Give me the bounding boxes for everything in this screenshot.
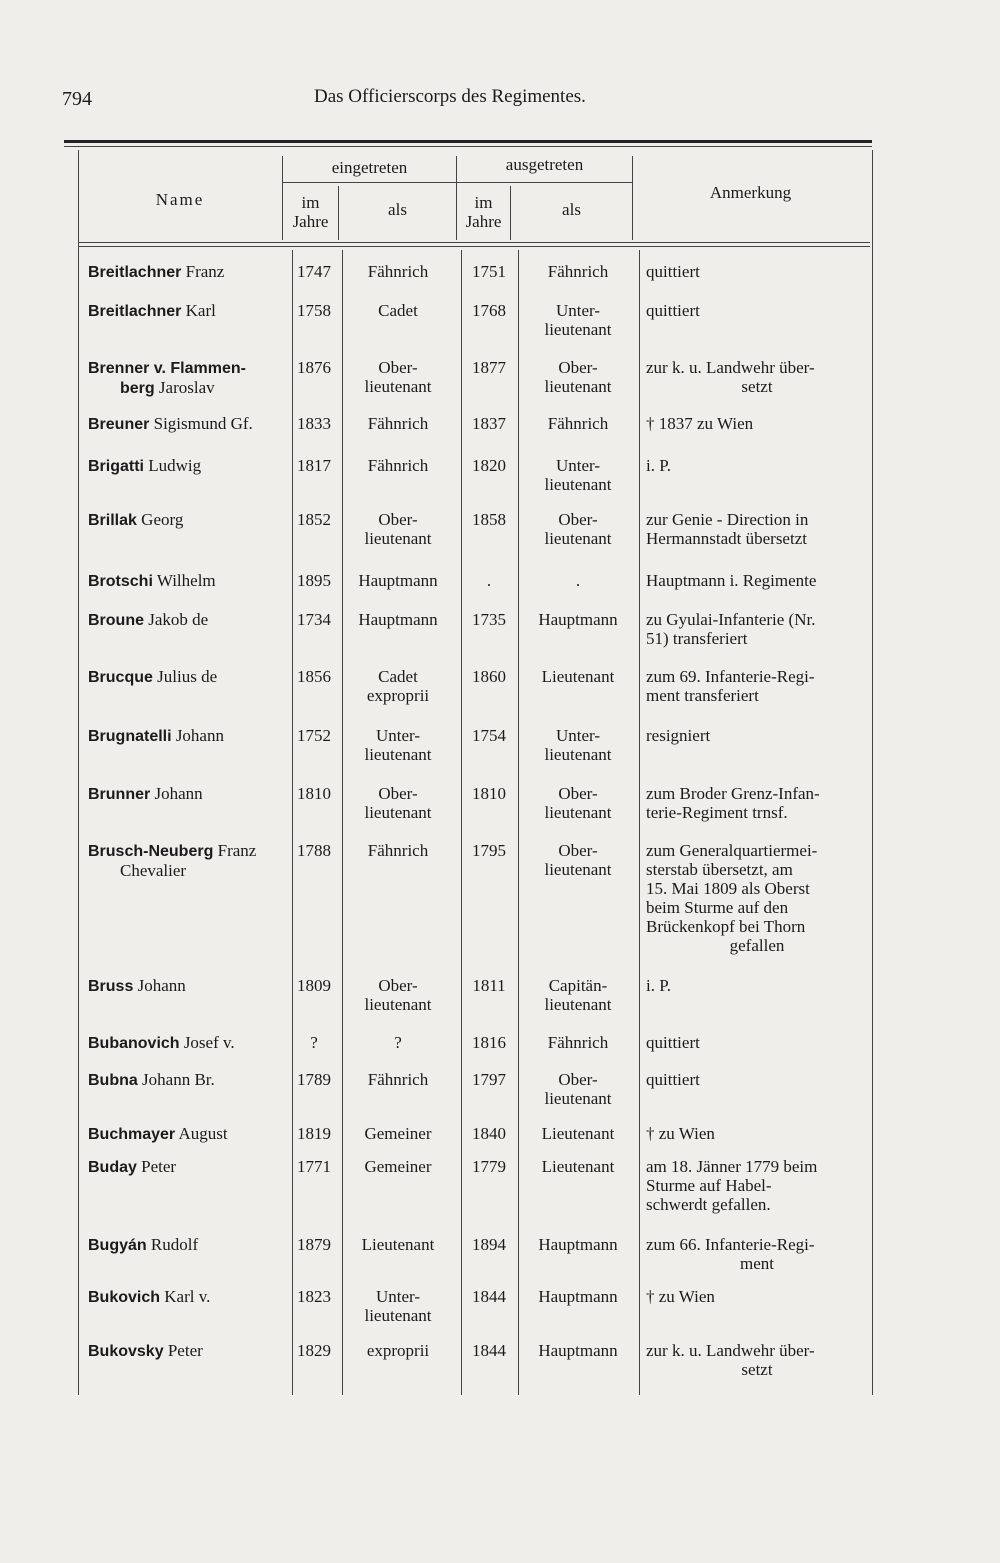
remark-line: zur Genie - Direction in: [646, 510, 809, 529]
officer-name: [88, 1235, 293, 1255]
entry-rank-line: Gemeiner: [364, 1124, 432, 1143]
exit-year: 1816: [472, 1033, 506, 1052]
remark-line: quittiert: [646, 1033, 700, 1052]
entry-rank-line: Ober-: [378, 976, 418, 995]
page-number: 794: [62, 88, 92, 110]
entry-rank-line: Fähnrich: [367, 456, 429, 475]
entry-rank-line: lieutenant: [364, 529, 432, 548]
column-line: [639, 250, 640, 1395]
exit-year: 1779: [472, 1157, 506, 1176]
exit-rank: [520, 1341, 636, 1360]
entry-year: 1852: [297, 510, 331, 529]
remark-line: zur k. u. Landwehr über-: [646, 1341, 815, 1360]
entry-rank-line: lieutenant: [364, 745, 432, 764]
remark-line: i. P.: [646, 976, 672, 995]
name-line: [88, 378, 293, 398]
header-entry-rank: als: [388, 200, 407, 219]
officer-name: [88, 1070, 293, 1090]
exit-rank-line: lieutenant: [544, 803, 612, 822]
given-name: Jakob de: [144, 610, 209, 629]
header-bottom-rule: [78, 246, 870, 247]
remark-line: gefallen: [729, 936, 785, 955]
entry-rank: [342, 1070, 454, 1089]
officer-name: [88, 976, 293, 996]
entry-rank-line: Ober-: [378, 358, 418, 377]
officer-name: [88, 784, 293, 804]
remark-line: quittiert: [646, 262, 700, 281]
entry-rank-line: lieutenant: [364, 1306, 432, 1325]
surname: Brugnatelli: [88, 728, 172, 745]
remark-line: † zu Wien: [646, 1287, 715, 1306]
entry-year: ?: [310, 1033, 318, 1052]
remark-line: setzt: [741, 1360, 773, 1379]
officer-name: [88, 667, 293, 687]
entry-rank: [342, 571, 454, 590]
header-exit-rank: als: [562, 200, 581, 219]
remark-line: sterstab übersetzt, am: [646, 860, 793, 879]
exit-rank: [520, 571, 636, 590]
officer-name: [88, 1341, 293, 1361]
entry-rank-line: Cadet: [378, 301, 418, 320]
exit-rank-line: Fähnrich: [547, 414, 609, 433]
exit-rank: [520, 1033, 636, 1052]
name-line: [88, 414, 293, 434]
exit-year: 1894: [472, 1235, 506, 1254]
column-line: [872, 150, 873, 1395]
entry-rank: [342, 262, 454, 281]
given-name: Ludwig: [144, 456, 202, 475]
surname: Brusch-Neuberg: [88, 843, 214, 860]
entry-rank-line: Unter-: [375, 1287, 421, 1306]
exit-rank-line: lieutenant: [544, 475, 612, 494]
remark-line: 51) transferiert: [646, 629, 748, 648]
remark: [646, 1341, 868, 1379]
entry-rank-line: Hauptmann: [358, 610, 438, 629]
entry-rank: [342, 667, 454, 705]
exit-year: 1735: [472, 610, 506, 629]
entry-rank-line: lieutenant: [364, 803, 432, 822]
remark-line: schwerdt gefallen.: [646, 1195, 771, 1214]
officer-name: [88, 301, 293, 321]
exit-rank: [520, 1287, 636, 1306]
entry-year: 1876: [297, 358, 331, 377]
entry-rank: [342, 414, 454, 433]
officer-name: [88, 414, 293, 434]
entry-rank-line: Lieutenant: [361, 1235, 435, 1254]
remark: [646, 976, 868, 995]
exit-year: .: [486, 571, 492, 590]
surname: Bukovich: [88, 1289, 161, 1306]
column-line: [78, 150, 79, 1395]
surname: Broune: [88, 612, 144, 629]
remark: [646, 1235, 868, 1273]
entry-rank: [342, 976, 454, 1014]
exit-year: 1844: [472, 1341, 506, 1360]
officer-name: [88, 1124, 293, 1144]
remark-line: quittiert: [646, 301, 700, 320]
entry-year: 1817: [297, 456, 331, 475]
entry-rank-line: Fähnrich: [367, 841, 429, 860]
officer-name: [88, 1157, 293, 1177]
remark: [646, 414, 868, 433]
exit-rank: [520, 414, 636, 433]
name-line: [88, 1235, 293, 1255]
exit-rank-line: lieutenant: [544, 529, 612, 548]
exit-rank-line: Ober-: [558, 784, 598, 803]
name-line: [88, 841, 293, 861]
exit-rank-line: Unter-: [555, 456, 601, 475]
exit-year: 1840: [472, 1124, 506, 1143]
name-line: [88, 571, 293, 591]
name-line: [88, 1124, 293, 1144]
exit-rank: [520, 784, 636, 822]
officer-name: [88, 610, 293, 630]
exit-year: 1795: [472, 841, 506, 860]
remark-line: zum Broder Grenz-Infan-: [646, 784, 820, 803]
surname: Bruss: [88, 978, 134, 995]
name-line: [88, 301, 293, 321]
entry-rank: [342, 1341, 454, 1360]
entry-year: 1819: [297, 1124, 331, 1143]
entry-year: 1734: [297, 610, 331, 629]
officer-name: [88, 456, 293, 476]
exit-rank-line: Unter-: [555, 301, 601, 320]
remark-line: † zu Wien: [646, 1124, 715, 1143]
given-name-cont: Chevalier: [120, 861, 187, 880]
exit-rank-line: Ober-: [558, 510, 598, 529]
entry-year: 1829: [297, 1341, 331, 1360]
exit-rank-line: Ober-: [558, 358, 598, 377]
surname: Brunner: [88, 786, 151, 803]
surname: Buchmayer: [88, 1126, 176, 1143]
entry-year: 1758: [297, 301, 331, 320]
exit-year: 1810: [472, 784, 506, 803]
name-line: [88, 976, 293, 996]
surname: Bugyán: [88, 1237, 147, 1254]
exit-rank: [520, 841, 636, 879]
entry-year: 1752: [297, 726, 331, 745]
header-ausgetreten: ausgetreten: [505, 155, 584, 174]
surname: Brillak: [88, 512, 137, 529]
exit-year: 1754: [472, 726, 506, 745]
exit-rank: [520, 976, 636, 1014]
surname: Bubna: [88, 1072, 138, 1089]
remark: [646, 610, 868, 648]
remark-line: ment: [740, 1254, 774, 1273]
remark-line: beim Sturme auf den: [646, 898, 789, 917]
given-name: Sigismund Gf.: [149, 414, 253, 433]
name-line: [88, 1341, 293, 1361]
entry-rank: [342, 456, 454, 475]
remark: [646, 510, 868, 548]
exit-rank-line: Fähnrich: [547, 262, 609, 281]
exit-rank-line: Capitän-: [548, 976, 608, 995]
exit-rank: [520, 301, 636, 339]
exit-rank-line: lieutenant: [544, 860, 612, 879]
entry-rank-line: Cadet: [378, 667, 418, 686]
officer-name: [88, 571, 293, 591]
entry-rank: [342, 1033, 454, 1052]
remark-line: resigniert: [646, 726, 711, 745]
entry-rank-line: exproprii: [366, 1341, 430, 1360]
header-name: Name: [155, 190, 205, 209]
header-entry-year: im Jahre: [292, 193, 329, 231]
exit-year: 1768: [472, 301, 506, 320]
header-subrule: [283, 182, 632, 183]
name-line: [88, 1070, 293, 1090]
remark-line: zu Gyulai-Infanterie (Nr.: [646, 610, 816, 629]
name-line: [88, 358, 293, 378]
remark-line: i. P.: [646, 456, 672, 475]
entry-rank: [342, 510, 454, 548]
given-name: Franz: [213, 841, 257, 860]
remark-line: Brückenkopf bei Thorn: [646, 917, 806, 936]
exit-year: 1858: [472, 510, 506, 529]
entry-year: 1895: [297, 571, 331, 590]
given-name: Georg: [136, 510, 184, 529]
remark-line: setzt: [741, 377, 773, 396]
exit-rank-line: Hauptmann: [538, 610, 618, 629]
exit-rank: [520, 358, 636, 396]
exit-year: 1844: [472, 1287, 506, 1306]
entry-year: 1823: [297, 1287, 331, 1306]
entry-rank: [342, 610, 454, 629]
surname: Brigatti: [88, 458, 144, 475]
given-name: Peter: [136, 1157, 177, 1176]
exit-rank: [520, 1070, 636, 1108]
exit-rank-line: Unter-: [555, 726, 601, 745]
entry-rank-line: lieutenant: [364, 995, 432, 1014]
remark-line: zum Generalquartiermei-: [646, 841, 818, 860]
exit-rank-line: .: [575, 571, 581, 590]
name-line: [88, 726, 293, 746]
given-name: Johann: [133, 976, 186, 995]
remark: [646, 726, 868, 745]
exit-rank-line: Ober-: [558, 1070, 598, 1089]
remark-line: quittiert: [646, 1070, 700, 1089]
remark: [646, 1124, 868, 1143]
given-name: Peter: [163, 1341, 203, 1360]
exit-rank: [520, 726, 636, 764]
name-line: [88, 610, 293, 630]
header-eingetreten: eingetreten: [331, 158, 408, 177]
remark: [646, 301, 868, 320]
remark: [646, 1157, 868, 1214]
surname: Bukovsky: [88, 1343, 164, 1360]
given-name: Josef v.: [179, 1033, 235, 1052]
surname: Breitlachner: [88, 264, 182, 281]
exit-rank-line: Fähnrich: [547, 1033, 609, 1052]
given-name: Johann: [150, 784, 203, 803]
remark-line: † 1837 zu Wien: [646, 414, 754, 433]
given-name: Johann: [171, 726, 224, 745]
name-line: [88, 784, 293, 804]
officer-name: [88, 726, 293, 746]
given-name: Rudolf: [146, 1235, 199, 1254]
exit-rank-line: Lieutenant: [541, 1124, 615, 1143]
name-line: [88, 1157, 293, 1177]
remark-line: terie-Regiment trnsf.: [646, 803, 788, 822]
exit-rank: [520, 262, 636, 281]
given-name: Johann Br.: [137, 1070, 215, 1089]
remark: [646, 1070, 868, 1089]
entry-year: 1789: [297, 1070, 331, 1089]
given-name: Wilhelm: [152, 571, 216, 590]
remark-line: 15. Mai 1809 als Oberst: [646, 879, 810, 898]
entry-rank-line: Ober-: [378, 784, 418, 803]
exit-year: 1811: [472, 976, 506, 995]
entry-rank-line: Fähnrich: [367, 262, 429, 281]
remark: [646, 667, 868, 705]
exit-year: 1751: [472, 262, 506, 281]
entry-year: 1771: [297, 1157, 331, 1176]
remark: [646, 358, 868, 396]
entry-rank: [342, 301, 454, 320]
entry-rank: [342, 358, 454, 396]
entry-year: 1747: [297, 262, 331, 281]
name-line: [88, 1033, 293, 1053]
name-line: [88, 1287, 293, 1307]
entry-rank: [342, 784, 454, 822]
entry-rank-line: exproprii: [366, 686, 430, 705]
remark-line: Hermannstadt übersetzt: [646, 529, 807, 548]
header-bottom-rule: [78, 242, 870, 243]
surname: berg: [120, 380, 155, 397]
entry-rank-line: Fähnrich: [367, 414, 429, 433]
entry-rank-line: Gemeiner: [364, 1157, 432, 1176]
exit-rank: [520, 1124, 636, 1143]
remark-line: zur k. u. Landwehr über-: [646, 358, 815, 377]
name-line: [88, 262, 293, 282]
officer-name: [88, 1033, 293, 1053]
remark-line: Hauptmann i. Regimente: [646, 571, 817, 590]
remark: [646, 1033, 868, 1052]
exit-rank: [520, 510, 636, 548]
exit-rank-line: lieutenant: [544, 995, 612, 1014]
remark: [646, 841, 868, 955]
exit-rank-line: Hauptmann: [538, 1341, 618, 1360]
entry-rank: [342, 1124, 454, 1143]
header-exit-year: im Jahre: [465, 193, 502, 231]
entry-rank: [342, 841, 454, 860]
exit-rank-line: Ober-: [558, 841, 598, 860]
entry-year: 1809: [297, 976, 331, 995]
exit-rank-line: lieutenant: [544, 320, 612, 339]
given-name: August: [175, 1124, 228, 1143]
remark-line: am 18. Jänner 1779 beim: [646, 1157, 818, 1176]
remark: [646, 1287, 868, 1306]
entry-year: 1879: [297, 1235, 331, 1254]
name-line: [88, 510, 293, 530]
exit-rank-line: Hauptmann: [538, 1287, 618, 1306]
surname: Brucque: [88, 669, 153, 686]
exit-rank-line: lieutenant: [544, 377, 612, 396]
exit-rank-line: Hauptmann: [538, 1235, 618, 1254]
given-name: Karl v.: [160, 1287, 211, 1306]
given-name: Franz: [181, 262, 225, 281]
entry-year: 1810: [297, 784, 331, 803]
exit-rank: [520, 456, 636, 494]
entry-year: 1833: [297, 414, 331, 433]
exit-year: 1837: [472, 414, 506, 433]
entry-rank: [342, 726, 454, 764]
exit-year: 1797: [472, 1070, 506, 1089]
exit-rank: [520, 667, 636, 686]
exit-rank-line: Lieutenant: [541, 667, 615, 686]
entry-rank-line: lieutenant: [364, 377, 432, 396]
entry-year: 1788: [297, 841, 331, 860]
remark: [646, 784, 868, 822]
exit-rank: [520, 610, 636, 629]
entry-rank-line: Hauptmann: [358, 571, 438, 590]
exit-year: 1820: [472, 456, 506, 475]
surname: Breitlachner: [88, 303, 182, 320]
remark: [646, 262, 868, 281]
surname: Bubanovich: [88, 1035, 180, 1052]
officer-name: [88, 841, 293, 880]
entry-rank: [342, 1235, 454, 1254]
remark: [646, 456, 868, 475]
exit-year: 1860: [472, 667, 506, 686]
header-remark: Anmerkung: [709, 183, 792, 202]
entry-rank-line: Unter-: [375, 726, 421, 745]
given-name: Karl: [181, 301, 216, 320]
name-line: [88, 456, 293, 476]
remark: [646, 571, 868, 590]
exit-rank-line: lieutenant: [544, 1089, 612, 1108]
officer-name: [88, 262, 293, 282]
exit-rank: [520, 1235, 636, 1254]
remark-line: ment transferiert: [646, 686, 759, 705]
entry-rank: [342, 1287, 454, 1325]
exit-rank-line: Lieutenant: [541, 1157, 615, 1176]
remark-line: zum 69. Infanterie-Regi-: [646, 667, 815, 686]
running-title: Das Officierscorps des Regimentes.: [314, 86, 586, 107]
given-name: Jaroslav: [154, 378, 215, 397]
top-rule-thick: [64, 140, 872, 143]
officer-name: [88, 358, 293, 398]
entry-rank-line: Fähnrich: [367, 1070, 429, 1089]
name-line: [88, 667, 293, 687]
surname: Buday: [88, 1159, 137, 1176]
remark-line: Sturme auf Habel-: [646, 1176, 772, 1195]
given-name: Julius de: [152, 667, 218, 686]
officer-name: [88, 1287, 293, 1307]
entry-rank-line: ?: [394, 1033, 402, 1052]
surname: Brenner v. Flammen-: [88, 360, 246, 377]
surname: Brotschi: [88, 573, 153, 590]
surname: Breuner: [88, 416, 150, 433]
entry-rank-line: Ober-: [378, 510, 418, 529]
exit-rank: [520, 1157, 636, 1176]
entry-rank: [342, 1157, 454, 1176]
officer-name: [88, 510, 293, 530]
exit-rank-line: lieutenant: [544, 745, 612, 764]
exit-year: 1877: [472, 358, 506, 377]
entry-year: 1856: [297, 667, 331, 686]
remark-line: zum 66. Infanterie-Regi-: [646, 1235, 815, 1254]
top-rule-thin: [64, 146, 872, 147]
